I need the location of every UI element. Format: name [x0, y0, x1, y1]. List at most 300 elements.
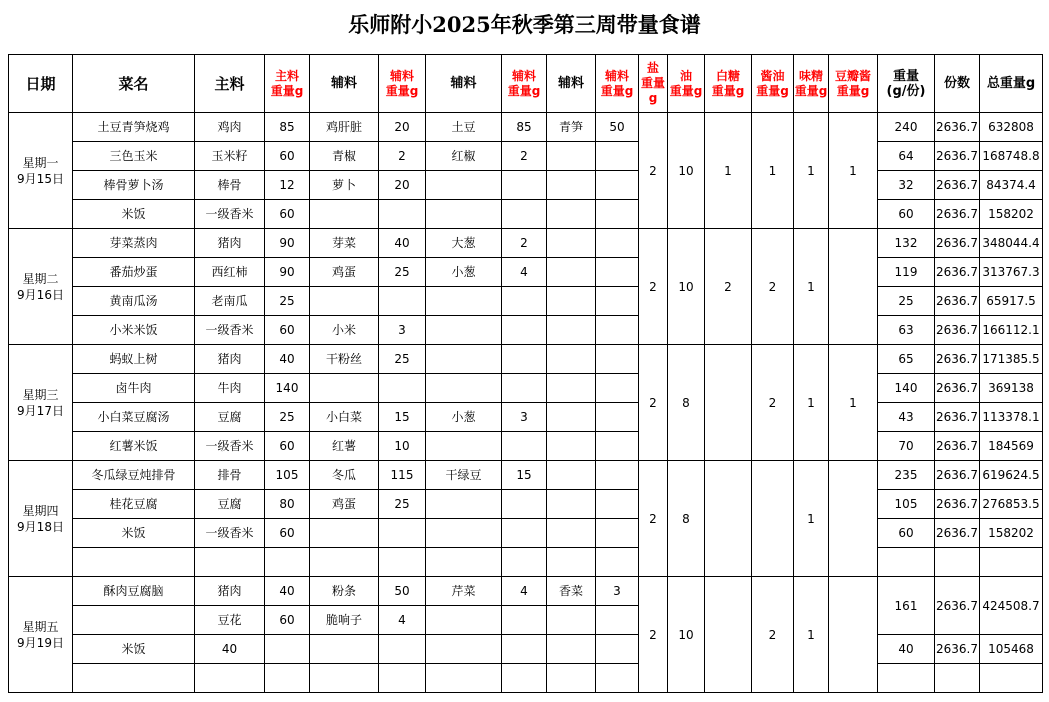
cell-aux1-w: 3	[379, 316, 426, 345]
cell-aux3	[547, 403, 596, 432]
cell-total: 105468	[980, 635, 1043, 664]
table-row	[9, 142, 1043, 171]
cell-portions: 2636.7	[935, 461, 980, 490]
cell-main-w: 25	[265, 287, 310, 316]
cell-weight: 119	[878, 258, 935, 287]
cell-weight: 132	[878, 229, 935, 258]
cell-aux3	[547, 432, 596, 461]
day-date: 9月17日	[17, 403, 64, 418]
day-name: 星期五	[22, 619, 59, 634]
cell-weight: 40	[878, 635, 935, 664]
cell-weight: 25	[878, 287, 935, 316]
cell-aux3-w	[596, 200, 639, 229]
cell-main-w	[265, 635, 310, 664]
seasoning-soy: 2	[752, 577, 794, 693]
cell-total: 158202	[980, 519, 1043, 548]
cell-aux3-w	[596, 664, 639, 693]
cell-aux3-w	[596, 345, 639, 374]
cell-aux2-w	[502, 548, 547, 577]
header-portions: 份数	[935, 55, 980, 113]
cell-portions: 2636.7	[935, 200, 980, 229]
day-name: 星期三	[22, 387, 59, 402]
seasoning-msg: 1	[794, 229, 829, 345]
day-cell	[9, 113, 73, 229]
cell-aux2-w: 4	[502, 258, 547, 287]
cell-portions: 2636.7	[935, 432, 980, 461]
cell-aux2: 小葱	[426, 403, 502, 432]
header-aux1-weight: 辅料 重量g	[379, 55, 426, 113]
cell-aux1-w	[379, 374, 426, 403]
cell-main-w: 105	[265, 461, 310, 490]
table-row	[9, 432, 1043, 461]
table-row	[9, 403, 1043, 432]
cell-weight	[878, 664, 935, 693]
seasoning-sugar	[705, 345, 752, 461]
cell-portions: 2636.7	[935, 345, 980, 374]
cell-dish: 黄南瓜汤	[73, 287, 195, 316]
header-main-weight: 主料 重量g	[265, 55, 310, 113]
cell-aux1-w: 25	[379, 345, 426, 374]
seasoning-oil: 10	[668, 229, 705, 345]
seasoning-bean	[829, 461, 878, 577]
cell-total: 424508.7	[980, 577, 1043, 635]
cell-dish: 冬瓜绿豆炖排骨	[73, 461, 195, 490]
cell-aux1-w: 25	[379, 490, 426, 519]
cell-aux1-w: 50	[379, 577, 426, 606]
cell-portions: 2636.7	[935, 258, 980, 287]
cell-dish: 芽菜蒸肉	[73, 229, 195, 258]
cell-total: 369138	[980, 374, 1043, 403]
recipe-table	[8, 54, 1043, 693]
cell-aux2-w	[502, 374, 547, 403]
day-name: 星期四	[22, 503, 59, 518]
cell-dish: 卤牛肉	[73, 374, 195, 403]
cell-portions	[935, 664, 980, 693]
cell-aux1-w	[379, 635, 426, 664]
cell-aux3	[547, 519, 596, 548]
seasoning-soy: 1	[752, 113, 794, 229]
cell-portions: 2636.7	[935, 229, 980, 258]
table-row	[9, 200, 1043, 229]
cell-weight: 64	[878, 142, 935, 171]
table-row	[9, 664, 1043, 693]
day-name: 星期二	[22, 271, 59, 286]
cell-total: 184569	[980, 432, 1043, 461]
cell-portions: 2636.7	[935, 113, 980, 142]
cell-aux3-w	[596, 606, 639, 635]
header-oil: 油 重量g	[668, 55, 705, 113]
cell-weight	[878, 548, 935, 577]
cell-weight: 140	[878, 374, 935, 403]
header-weight: 重量 (g/份)	[878, 55, 935, 113]
cell-main: 豆腐	[195, 403, 265, 432]
cell-portions: 2636.7	[935, 577, 980, 635]
cell-main: 牛肉	[195, 374, 265, 403]
day-cell	[9, 461, 73, 577]
cell-dish: 小米米饭	[73, 316, 195, 345]
cell-main: 鸡肉	[195, 113, 265, 142]
cell-total	[980, 664, 1043, 693]
cell-aux2-w	[502, 606, 547, 635]
header-date: 日期	[9, 55, 73, 113]
cell-main-w	[265, 548, 310, 577]
seasoning-bean	[829, 577, 878, 693]
cell-aux2: 红椒	[426, 142, 502, 171]
cell-total: 276853.5	[980, 490, 1043, 519]
page-title: 乐师附小2025年秋季第三周带量食谱	[348, 12, 701, 37]
seasoning-salt: 2	[639, 461, 668, 577]
cell-aux1-w: 2	[379, 142, 426, 171]
cell-main-w: 60	[265, 142, 310, 171]
cell-portions: 2636.7	[935, 287, 980, 316]
cell-aux1: 冬瓜	[310, 461, 379, 490]
cell-main-w: 60	[265, 316, 310, 345]
cell-main-w: 60	[265, 432, 310, 461]
cell-aux3-w	[596, 548, 639, 577]
cell-weight: 240	[878, 113, 935, 142]
cell-aux1	[310, 548, 379, 577]
cell-aux2-w: 4	[502, 577, 547, 606]
cell-aux1: 脆响子	[310, 606, 379, 635]
cell-aux1-w	[379, 664, 426, 693]
cell-total	[980, 548, 1043, 577]
header-aux3-weight: 辅料 重量g	[596, 55, 639, 113]
seasoning-soy: 2	[752, 345, 794, 461]
day-date: 9月16日	[17, 287, 64, 302]
cell-main-w: 90	[265, 258, 310, 287]
header-msg: 味精 重量g	[794, 55, 829, 113]
cell-aux1-w: 4	[379, 606, 426, 635]
cell-portions: 2636.7	[935, 403, 980, 432]
table-row	[9, 113, 1043, 142]
cell-main	[195, 664, 265, 693]
seasoning-salt: 2	[639, 345, 668, 461]
cell-aux2-w	[502, 664, 547, 693]
cell-weight: 161	[878, 577, 935, 635]
cell-dish: 小白菜豆腐汤	[73, 403, 195, 432]
cell-aux3-w	[596, 461, 639, 490]
cell-aux3-w	[596, 519, 639, 548]
cell-aux2-w	[502, 519, 547, 548]
cell-aux2	[426, 548, 502, 577]
header-aux2: 辅料	[426, 55, 502, 113]
cell-dish	[73, 664, 195, 693]
cell-aux2	[426, 606, 502, 635]
cell-main-w: 140	[265, 374, 310, 403]
table-row	[9, 519, 1043, 548]
day-cell	[9, 229, 73, 345]
cell-aux1-w: 115	[379, 461, 426, 490]
seasoning-sugar: 2	[705, 229, 752, 345]
cell-main-w: 40	[265, 345, 310, 374]
cell-aux3-w: 3	[596, 577, 639, 606]
seasoning-msg: 1	[794, 461, 829, 577]
cell-aux2-w	[502, 345, 547, 374]
cell-total: 313767.3	[980, 258, 1043, 287]
cell-aux3: 香菜	[547, 577, 596, 606]
cell-aux1: 小白菜	[310, 403, 379, 432]
header-sugar: 白糖 重量g	[705, 55, 752, 113]
cell-aux2-w: 2	[502, 229, 547, 258]
cell-aux3-w	[596, 258, 639, 287]
cell-aux2-w: 15	[502, 461, 547, 490]
cell-aux3	[547, 664, 596, 693]
cell-aux3	[547, 229, 596, 258]
seasoning-bean: 1	[829, 113, 878, 229]
cell-dish: 番茄炒蛋	[73, 258, 195, 287]
table-row	[9, 229, 1043, 258]
table-row	[9, 316, 1043, 345]
cell-aux3-w	[596, 490, 639, 519]
seasoning-oil: 8	[668, 461, 705, 577]
seasoning-sugar	[705, 577, 752, 693]
seasoning-msg: 1	[794, 345, 829, 461]
header-dish: 菜名	[73, 55, 195, 113]
cell-aux1-w	[379, 519, 426, 548]
cell-aux1-w: 25	[379, 258, 426, 287]
cell-dish: 酥肉豆腐脑	[73, 577, 195, 606]
header-row	[9, 55, 1043, 113]
cell-aux1: 粉条	[310, 577, 379, 606]
cell-aux3	[547, 316, 596, 345]
cell-total: 171385.5	[980, 345, 1043, 374]
cell-weight: 60	[878, 200, 935, 229]
cell-aux2	[426, 200, 502, 229]
cell-total: 166112.1	[980, 316, 1043, 345]
cell-aux2	[426, 432, 502, 461]
seasoning-sugar	[705, 461, 752, 577]
cell-main: 西红柿	[195, 258, 265, 287]
cell-main-w: 60	[265, 606, 310, 635]
cell-portions: 2636.7	[935, 374, 980, 403]
cell-aux2	[426, 519, 502, 548]
cell-dish: 米饭	[73, 200, 195, 229]
cell-aux1	[310, 374, 379, 403]
cell-portions: 2636.7	[935, 519, 980, 548]
cell-aux1	[310, 635, 379, 664]
cell-aux3	[547, 606, 596, 635]
cell-total: 168748.8	[980, 142, 1043, 171]
cell-dish: 米饭	[73, 519, 195, 548]
cell-dish: 棒骨萝卜汤	[73, 171, 195, 200]
cell-main-w: 85	[265, 113, 310, 142]
cell-aux1: 干粉丝	[310, 345, 379, 374]
seasoning-msg: 1	[794, 113, 829, 229]
cell-aux1: 萝卜	[310, 171, 379, 200]
seasoning-salt: 2	[639, 229, 668, 345]
cell-weight: 43	[878, 403, 935, 432]
header-bean-paste: 豆瓣酱 重量g	[829, 55, 878, 113]
cell-aux3	[547, 171, 596, 200]
cell-aux3-w	[596, 229, 639, 258]
cell-aux1-w: 10	[379, 432, 426, 461]
cell-aux3-w	[596, 635, 639, 664]
cell-aux1: 鸡蛋	[310, 490, 379, 519]
cell-main: 豆腐	[195, 490, 265, 519]
table-row	[9, 374, 1043, 403]
day-date: 9月19日	[17, 635, 64, 650]
cell-portions: 2636.7	[935, 316, 980, 345]
cell-total: 158202	[980, 200, 1043, 229]
cell-aux3	[547, 548, 596, 577]
table-row	[9, 577, 1043, 606]
cell-aux2-w	[502, 171, 547, 200]
cell-aux2: 干绿豆	[426, 461, 502, 490]
cell-main: 排骨	[195, 461, 265, 490]
cell-dish: 三色玉米	[73, 142, 195, 171]
cell-aux3-w	[596, 316, 639, 345]
cell-aux3-w	[596, 171, 639, 200]
cell-aux2-w	[502, 490, 547, 519]
table-row	[9, 345, 1043, 374]
cell-portions	[935, 548, 980, 577]
cell-aux2-w	[502, 200, 547, 229]
cell-main: 棒骨	[195, 171, 265, 200]
table-row	[9, 490, 1043, 519]
cell-main-w	[265, 664, 310, 693]
cell-aux1-w: 20	[379, 171, 426, 200]
cell-aux3	[547, 142, 596, 171]
day-cell	[9, 577, 73, 693]
cell-aux2: 大葱	[426, 229, 502, 258]
cell-weight: 105	[878, 490, 935, 519]
cell-aux2	[426, 345, 502, 374]
cell-main-w: 90	[265, 229, 310, 258]
cell-aux2	[426, 171, 502, 200]
table-row	[9, 287, 1043, 316]
seasoning-msg: 1	[794, 577, 829, 693]
cell-aux1	[310, 287, 379, 316]
seasoning-sugar: 1	[705, 113, 752, 229]
cell-aux2-w	[502, 432, 547, 461]
cell-aux3-w	[596, 374, 639, 403]
cell-aux3	[547, 258, 596, 287]
cell-portions: 2636.7	[935, 490, 980, 519]
cell-main-w: 12	[265, 171, 310, 200]
header-soy-sauce: 酱油 重量g	[752, 55, 794, 113]
cell-aux3-w	[596, 403, 639, 432]
header-aux1: 辅料	[310, 55, 379, 113]
table-row	[9, 461, 1043, 490]
cell-portions: 2636.7	[935, 142, 980, 171]
cell-aux3	[547, 287, 596, 316]
seasoning-soy	[752, 461, 794, 577]
cell-aux2-w: 3	[502, 403, 547, 432]
cell-dish: 土豆青笋烧鸡	[73, 113, 195, 142]
cell-aux2: 小葱	[426, 258, 502, 287]
cell-aux1-w	[379, 200, 426, 229]
cell-weight: 32	[878, 171, 935, 200]
cell-total: 113378.1	[980, 403, 1043, 432]
cell-aux1-w: 40	[379, 229, 426, 258]
cell-aux2	[426, 490, 502, 519]
cell-total: 619624.5	[980, 461, 1043, 490]
cell-aux3-w	[596, 142, 639, 171]
cell-main: 40	[195, 635, 265, 664]
cell-total: 84374.4	[980, 171, 1043, 200]
cell-aux1: 芽菜	[310, 229, 379, 258]
cell-main: 玉米籽	[195, 142, 265, 171]
day-cell	[9, 345, 73, 461]
header-main: 主料	[195, 55, 265, 113]
cell-dish: 米饭	[73, 635, 195, 664]
cell-aux2-w	[502, 316, 547, 345]
cell-aux3-w: 50	[596, 113, 639, 142]
table-row	[9, 171, 1043, 200]
cell-dish	[73, 548, 195, 577]
cell-weight: 65	[878, 345, 935, 374]
cell-total: 348044.4	[980, 229, 1043, 258]
cell-aux3	[547, 200, 596, 229]
cell-aux1: 鸡肝脏	[310, 113, 379, 142]
header-aux2-weight: 辅料 重量g	[502, 55, 547, 113]
cell-aux2: 芹菜	[426, 577, 502, 606]
seasoning-bean: 1	[829, 345, 878, 461]
cell-aux1	[310, 664, 379, 693]
cell-aux3	[547, 635, 596, 664]
cell-aux3	[547, 461, 596, 490]
header-aux3: 辅料	[547, 55, 596, 113]
seasoning-bean	[829, 229, 878, 345]
cell-weight: 235	[878, 461, 935, 490]
cell-aux2	[426, 316, 502, 345]
cell-aux2	[426, 287, 502, 316]
cell-aux2: 土豆	[426, 113, 502, 142]
cell-aux1-w	[379, 548, 426, 577]
cell-dish: 桂花豆腐	[73, 490, 195, 519]
cell-aux1-w: 20	[379, 113, 426, 142]
cell-aux2	[426, 664, 502, 693]
day-date: 9月18日	[17, 519, 64, 534]
cell-main-w: 60	[265, 200, 310, 229]
cell-aux3	[547, 490, 596, 519]
cell-aux3-w	[596, 287, 639, 316]
cell-main: 一级香米	[195, 316, 265, 345]
cell-aux1-w: 15	[379, 403, 426, 432]
cell-main-w: 60	[265, 519, 310, 548]
seasoning-oil: 8	[668, 345, 705, 461]
header-salt: 盐 重量 g	[639, 55, 668, 113]
cell-aux1	[310, 519, 379, 548]
seasoning-salt: 2	[639, 113, 668, 229]
cell-aux1-w	[379, 287, 426, 316]
cell-weight: 63	[878, 316, 935, 345]
seasoning-oil: 10	[668, 113, 705, 229]
cell-portions: 2636.7	[935, 171, 980, 200]
cell-total: 632808	[980, 113, 1043, 142]
cell-aux1: 鸡蛋	[310, 258, 379, 287]
cell-main: 猪肉	[195, 577, 265, 606]
seasoning-salt: 2	[639, 577, 668, 693]
cell-main: 猪肉	[195, 345, 265, 374]
cell-total: 65917.5	[980, 287, 1043, 316]
cell-aux1: 小米	[310, 316, 379, 345]
cell-aux1: 红薯	[310, 432, 379, 461]
cell-aux2	[426, 635, 502, 664]
cell-dish: 蚂蚁上树	[73, 345, 195, 374]
cell-dish: 红薯米饭	[73, 432, 195, 461]
cell-aux3: 青笋	[547, 113, 596, 142]
table-row	[9, 548, 1043, 577]
cell-main-w: 80	[265, 490, 310, 519]
cell-main: 老南瓜	[195, 287, 265, 316]
cell-main: 猪肉	[195, 229, 265, 258]
cell-main-w: 40	[265, 577, 310, 606]
cell-portions: 2636.7	[935, 635, 980, 664]
cell-aux2-w: 2	[502, 142, 547, 171]
cell-aux2-w	[502, 287, 547, 316]
cell-main: 一级香米	[195, 519, 265, 548]
